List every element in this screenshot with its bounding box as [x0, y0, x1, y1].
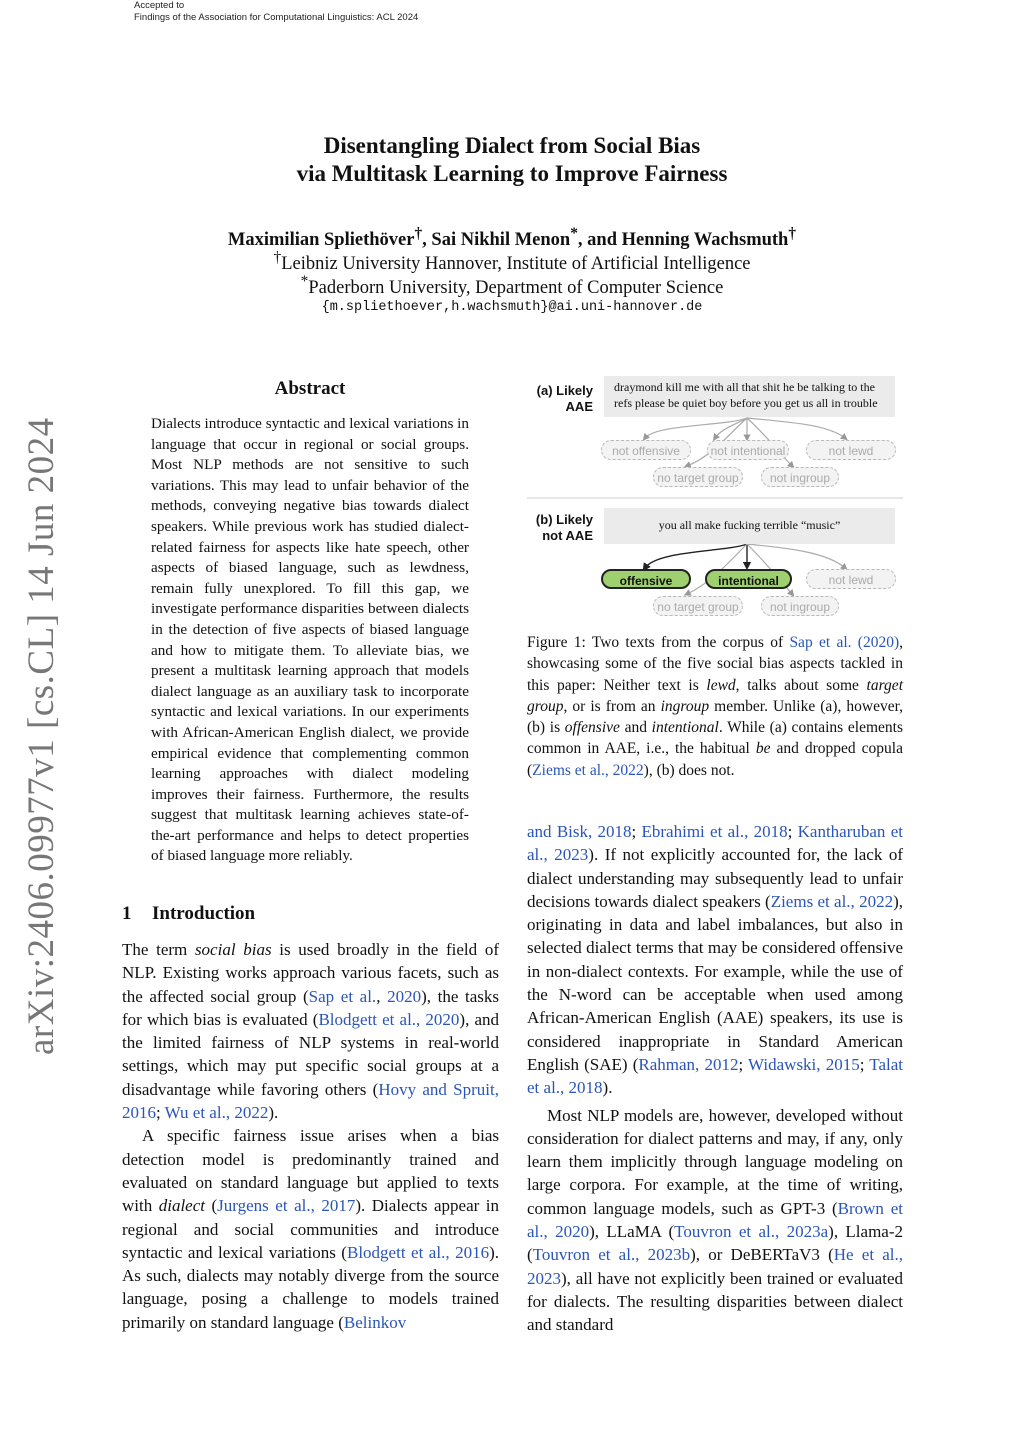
intro-left-column: [122, 938, 499, 1334]
citation-link[interactable]: Wu et al., 2022: [164, 1103, 269, 1123]
tag-b-not-ingroup: not ingroup: [761, 596, 839, 616]
intro-paragraph-2: A specific fairness issue arises when a bias detection model is predominantly trained and evaluated on standard language but applied to texts with dialect (Jurgens et al., 2017). Dialects appear in regional and social communities and introduce syntactic and lexical variations (Blodgett et al., 2016). As such, dialects may notably diverge from the source language, posing a challenge to models trained primarily on standard language (Belinkov: [122, 1126, 499, 1332]
section-number: 1: [122, 903, 132, 924]
citation-link[interactable]: Ebrahimi et al., 2018: [641, 822, 788, 841]
tag-b-not-lewd: not lewd: [806, 569, 896, 589]
intro-paragraph-2-continued: and Bisk, 2018; Ebrahimi et al., 2018; Kantharuban et al., 2023). If not explicitly accounted for, the lack of dialect understanding may subsequently lead to unfair decisions towards dialect speakers (Ziems et al., 2022), originating in data and label imbalances, but also in selected dialect terms that may be considered offensive in non-dialect contexts. For example, while the use of the N-word can be acceptable when used among African-American English (AAE) speakers, its use is considered inappropriate in Standard American English (SAE) (Rahman, 2012; Widawski, 2015; Talat et al., 2018).: [527, 822, 904, 1098]
affiliation-1-text: Leibniz University Hannover, Institute of Artificial Intelligence: [281, 254, 751, 275]
figure-label-b: (b) Likely not AAE: [535, 512, 593, 543]
tag-a-not-ingroup: not ingroup: [761, 467, 839, 487]
figure-1: [527, 376, 903, 626]
affiliation-2-text: Paderborn University, Department of Computer Science: [308, 278, 724, 299]
intro-paragraph-3: Most NLP models are, however, developed without consideration for dialect patterns and may, if any, only learn them implicitly through language modeling on large corpora. For example, at the time of writing, common language models, such as GPT-3 (Brown et al., 2020), LLaMA (Touvron et al., 2023a), Llama-2 (Touvron et al., 2023b), or DeBERTaV3 (He et al., 2023), all have not explicitly been trained or evaluated for dialects. The resulting disparities between dialect and standard: [527, 1105, 903, 1335]
citation-link[interactable]: Hovy and Spruit, 2016: [122, 1079, 499, 1123]
affiliation-2-mark: *: [300, 273, 309, 290]
section-title: Introduction: [152, 903, 256, 924]
citation-link[interactable]: Blodgett et al., 2020: [318, 1009, 460, 1029]
venue-note-line2: Findings of the Association for Computational Linguistics: ACL 2024: [134, 12, 419, 23]
tag-a-not-intentional: not intentional: [707, 440, 789, 460]
abstract-text: Dialects introduce syntactic and lexical variations in language that occur in regional or social groups. Most NLP methods are not sensitive to such variations. This may lead to unfair behavior of the methods, conveying negative bias towards dialect speakers. While previous work has studied dialect-related fairness for aspects like hate speech, other aspects of biased language, such as lewdness, remain fully unexplored. To fill this gap, we investigate performance disparities between dialects in the detection of five aspects of biased language and how to mitigate them. To alleviate bias, we present a multitask learning approach that models dialect language as an auxiliary task to incorporate syntactic and lexical variations. In our experiments with African-American English dialect, we provide empirical evidence that complementing common learning approaches with dialect modeling improves their fairness. Furthermore, the results suggest that multitask learning achieves state-of-the-art performance and helps to detect properties of biased language more reliably.: [151, 415, 469, 865]
abstract-heading: Abstract: [274, 378, 346, 399]
citation-link[interactable]: Sap et al.: [308, 986, 377, 1006]
citation-link[interactable]: Sap et al. (2020): [789, 634, 900, 651]
citation-link[interactable]: He et al., 2023: [527, 1245, 903, 1288]
title-line2: via Multitask Learning to Improve Fairness: [296, 161, 728, 186]
citation-link[interactable]: 2020: [387, 986, 422, 1006]
citation-link[interactable]: Ziems et al., 2022: [532, 761, 644, 779]
intro-paragraph-1: The term social bias is used broadly in the field of NLP. Existing works approach various facets, such as the affected social group (Sap et al., 2020), the tasks for which bias is evaluated (Blodgett et al., 2020), and the limited fairness of NLP systems in real-world settings, which may put specific social groups at a disadvantage while favoring others (Hovy and Spruit, 2016; Wu et al., 2022).: [122, 940, 499, 1123]
section-heading-introduction: [122, 903, 255, 925]
venue-note: [134, 0, 418, 24]
citation-link[interactable]: Widawski, 2015: [748, 1054, 860, 1074]
tag-b-no-target-group: no target group: [653, 596, 743, 616]
affiliation-1-mark: †: [273, 249, 282, 266]
citation-link[interactable]: Kantharuban et al., 2023: [527, 822, 903, 865]
venue-note-line1: Accepted to: [134, 0, 185, 11]
citation-link[interactable]: Jurgens et al., 2017: [217, 1196, 356, 1216]
author-3-mark: †: [788, 225, 797, 242]
author-2: Sai Nikhil Menon: [431, 230, 571, 251]
paper-title: [150, 132, 874, 188]
tag-a-no-target-group: no target group: [653, 467, 743, 487]
tag-a-not-offensive: not offensive: [601, 440, 691, 460]
figure-1-caption: Figure 1: Two texts from the corpus of Sap et al. (2020), showcasing some of the five social bias aspects tackled in this paper: Neither text is lewd, talks about some target group, or is from an ingroup member. Unlike (a), however, (b) is offensive and intentional. While (a) contains elements common in AAE, i.e., the habitual be and dropped copula (Ziems et al., 2022), (b) does not.: [527, 634, 904, 779]
citation-link[interactable]: Blodgett et al., 2016: [346, 1242, 490, 1262]
author-emails: {m.spliethoever,h.wachsmuth}@ai.uni-hannover.de: [321, 300, 703, 315]
citation-link[interactable]: Touvron et al., 2023b: [532, 1245, 691, 1265]
citation-link[interactable]: Ziems et al., 2022: [770, 891, 894, 911]
author-list: Maximilian Spliethöver†, Sai Nikhil Menon*, and Henning Wachsmuth†: [227, 225, 797, 251]
author-2-mark: *: [570, 225, 578, 242]
citation-link[interactable]: and Bisk, 2018: [527, 822, 632, 841]
figure-label-a: (a) Likely AAE: [536, 383, 593, 414]
citation-link[interactable]: Belinkov: [343, 1312, 407, 1332]
citation-link[interactable]: Touvron et al., 2023a: [674, 1222, 829, 1242]
tag-a-not-lewd: not lewd: [806, 440, 896, 460]
affiliation-2: [120, 270, 904, 300]
author-1: Maximilian Spliethöver: [227, 230, 415, 251]
author-1-mark: †: [414, 225, 423, 242]
tag-b-offensive: offensive: [601, 569, 691, 589]
citation-link[interactable]: Talat et al., 2018: [527, 1054, 904, 1098]
arxiv-stamp: arXiv:2406.09977v1 [cs.CL] 14 Jun 2024: [21, 417, 62, 1055]
title-line1: Disentangling Dialect from Social Bias: [323, 133, 701, 158]
figure-example-b-text: you all make fucking terrible “music”: [604, 508, 895, 544]
author-3: and Henning Wachsmuth: [587, 230, 789, 251]
figure-example-a-text: draymond kill me with all that shit he be talking to the refs please be quiet boy before you get us all in trouble: [604, 376, 895, 417]
tag-b-intentional: intentional: [705, 569, 792, 589]
citation-link[interactable]: Brown et al., 2020: [527, 1198, 903, 1242]
intro-right-column: [527, 820, 903, 1337]
citation-link[interactable]: Rahman, 2012: [638, 1054, 739, 1074]
